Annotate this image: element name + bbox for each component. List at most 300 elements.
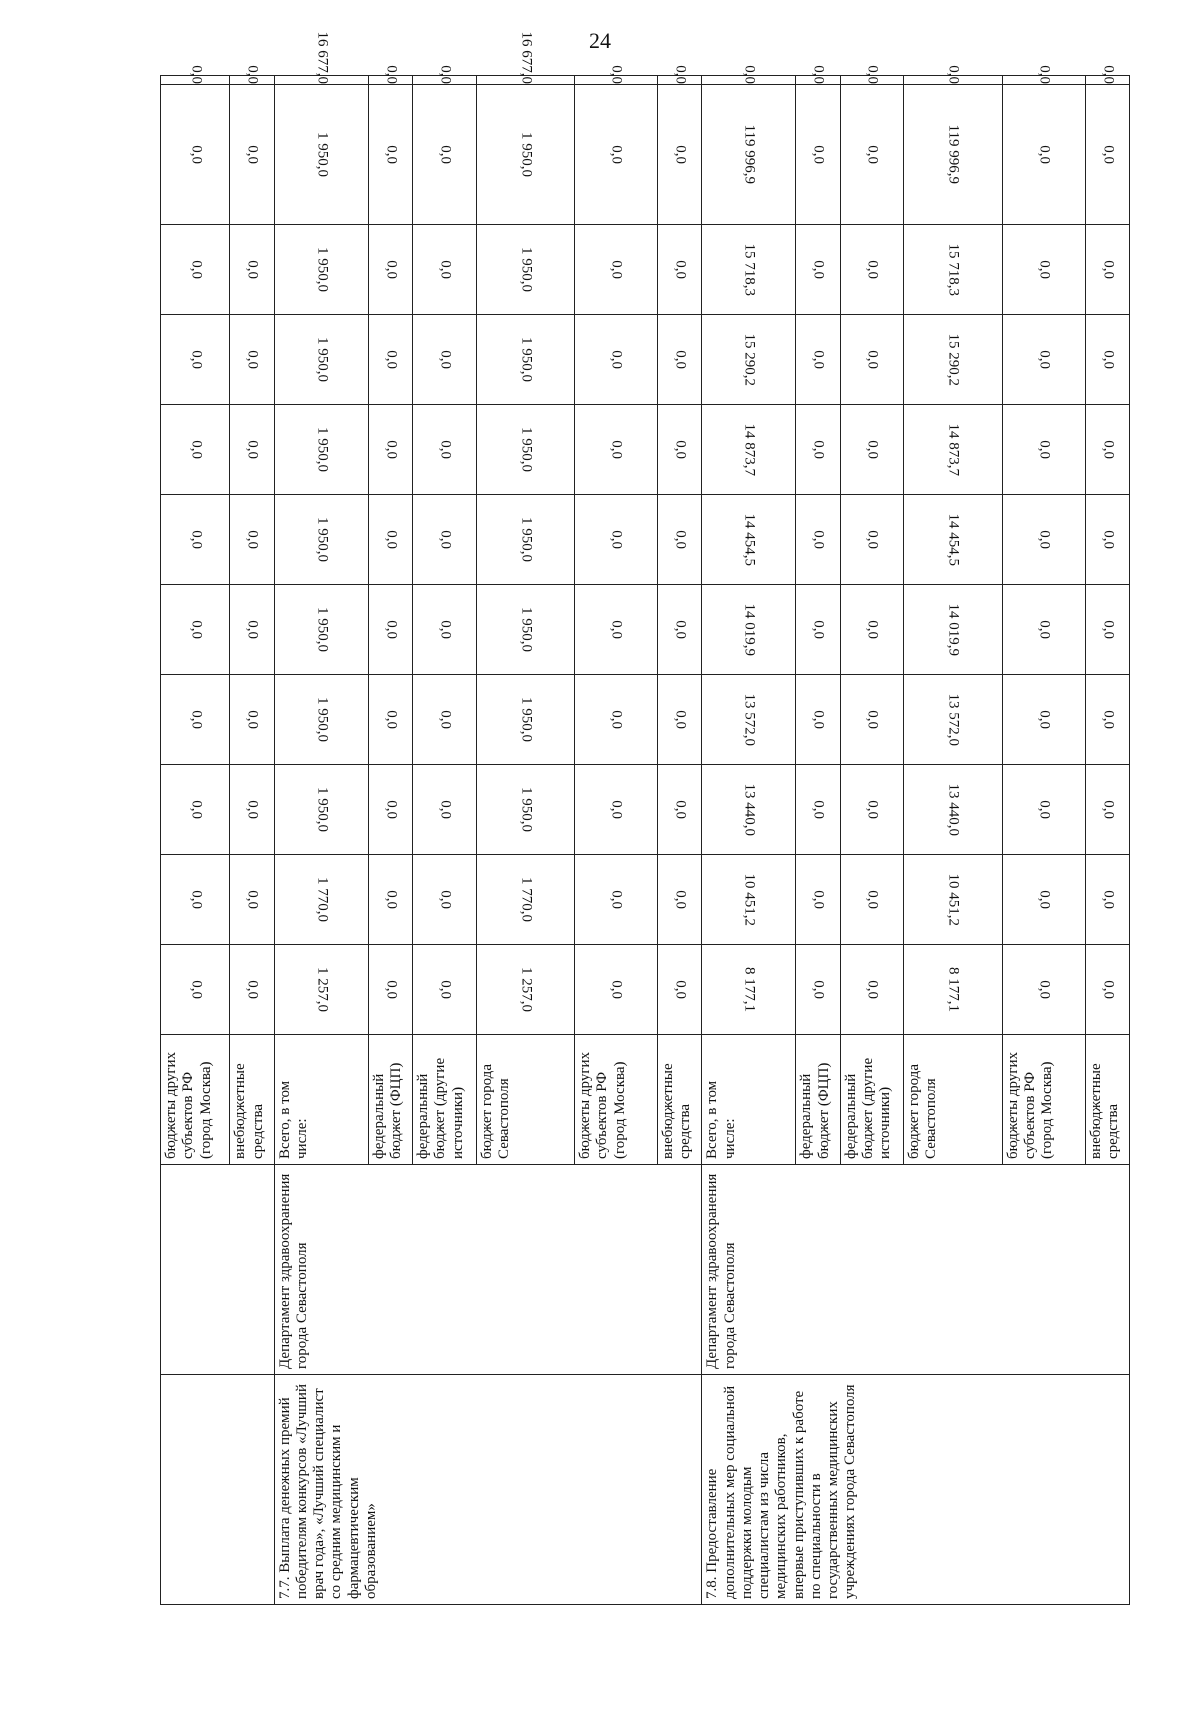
- value-text: 0,0: [1099, 440, 1116, 459]
- value-cell: [476, 225, 575, 315]
- value-cell: [1085, 225, 1129, 315]
- value-cell: [476, 855, 575, 945]
- value-text: 0,0: [244, 710, 261, 729]
- value-text: 0,0: [187, 620, 204, 639]
- funding-source-cell: бюджет города Севастополя: [904, 1035, 1003, 1165]
- value-cell: [1002, 405, 1085, 495]
- value-cell: [476, 765, 575, 855]
- value-text: 0,0: [672, 980, 689, 999]
- value-cell: [230, 405, 274, 495]
- value-cell: [413, 315, 477, 405]
- value-text: 0,0: [864, 980, 881, 999]
- value-cell: [1085, 945, 1129, 1035]
- value-cell: [161, 495, 230, 585]
- value-cell: [1002, 675, 1085, 765]
- total-text: 0,0: [244, 65, 261, 84]
- value-text: 0,0: [810, 530, 827, 549]
- value-text: 1 950,0: [313, 517, 330, 562]
- value-cell: [368, 85, 412, 225]
- executor-cell: Департамент здравоохранения города Севастополя: [702, 1165, 1130, 1375]
- value-cell: [702, 405, 796, 495]
- value-text: 0,0: [187, 530, 204, 549]
- value-text: 0,0: [864, 620, 881, 639]
- value-text: 0,0: [436, 890, 453, 909]
- value-text: 10 451,2: [945, 873, 962, 926]
- value-text: 0,0: [187, 890, 204, 909]
- value-text: 0,0: [383, 350, 400, 369]
- value-text: 0,0: [1099, 530, 1116, 549]
- value-cell: [796, 225, 840, 315]
- total-text: 0,0: [741, 65, 758, 84]
- value-cell: [161, 765, 230, 855]
- value-text: 0,0: [436, 980, 453, 999]
- total-cell: [274, 31, 368, 85]
- value-text: 1 950,0: [313, 132, 330, 177]
- value-cell: [840, 945, 904, 1035]
- value-text: 13 572,0: [945, 693, 962, 746]
- value-cell: [274, 405, 368, 495]
- total-text: 0,0: [436, 65, 453, 84]
- value-text: 0,0: [810, 145, 827, 164]
- value-text: 0,0: [187, 440, 204, 459]
- value-cell: [658, 315, 702, 405]
- value-cell: [476, 945, 575, 1035]
- total-cell: [796, 65, 840, 85]
- value-text: 119 996,9: [741, 124, 758, 185]
- total-cell: [840, 65, 904, 85]
- value-text: 0,0: [864, 145, 881, 164]
- value-cell: [274, 85, 368, 225]
- value-text: 0,0: [864, 800, 881, 819]
- value-text: 0,0: [436, 530, 453, 549]
- funding-source-cell: внебюджетные средства: [1085, 1035, 1129, 1165]
- value-text: 0,0: [810, 980, 827, 999]
- value-text: 0,0: [187, 980, 204, 999]
- value-cell: [1002, 855, 1085, 945]
- total-cell: [230, 65, 274, 85]
- value-cell: [658, 945, 702, 1035]
- funding-source-cell: Всего, в том числе:: [274, 1035, 368, 1165]
- value-cell: [904, 85, 1003, 225]
- value-text: 1 950,0: [313, 607, 330, 652]
- value-text: 0,0: [436, 260, 453, 279]
- value-cell: [575, 945, 658, 1035]
- value-text: 1 770,0: [517, 877, 534, 922]
- value-text: 0,0: [244, 440, 261, 459]
- value-cell: [413, 405, 477, 495]
- value-text: 0,0: [672, 620, 689, 639]
- value-cell: [1085, 585, 1129, 675]
- value-text: 0,0: [864, 530, 881, 549]
- value-text: 0,0: [1036, 145, 1053, 164]
- value-text: 0,0: [608, 530, 625, 549]
- value-text: 13 572,0: [741, 693, 758, 746]
- value-cell: [230, 675, 274, 765]
- value-text: 15 290,2: [945, 333, 962, 386]
- value-cell: [413, 495, 477, 585]
- value-text: 0,0: [1099, 145, 1116, 164]
- value-cell: [368, 585, 412, 675]
- value-cell: [575, 315, 658, 405]
- value-text: 0,0: [608, 620, 625, 639]
- value-cell: [796, 675, 840, 765]
- value-cell: [1002, 495, 1085, 585]
- value-text: 0,0: [1036, 800, 1053, 819]
- value-text: 0,0: [810, 260, 827, 279]
- value-text: 1 950,0: [517, 787, 534, 832]
- value-cell: [796, 405, 840, 495]
- value-cell: [368, 405, 412, 495]
- value-text: 0,0: [383, 530, 400, 549]
- table-row: [702, 76, 796, 1605]
- value-text: 0,0: [436, 145, 453, 164]
- value-text: 0,0: [1036, 350, 1053, 369]
- value-text: 0,0: [1036, 260, 1053, 279]
- value-cell: [161, 225, 230, 315]
- value-cell: [796, 945, 840, 1035]
- value-text: 0,0: [187, 350, 204, 369]
- value-cell: [575, 405, 658, 495]
- value-cell: [476, 405, 575, 495]
- value-text: 0,0: [672, 440, 689, 459]
- value-cell: [702, 315, 796, 405]
- value-text: 8 177,1: [945, 967, 962, 1012]
- total-cell: [476, 31, 575, 85]
- executor-cell: [161, 1165, 275, 1375]
- total-cell: [702, 65, 796, 85]
- value-text: 14 019,9: [945, 603, 962, 656]
- value-cell: [796, 315, 840, 405]
- value-text: 0,0: [672, 260, 689, 279]
- value-cell: [1085, 855, 1129, 945]
- value-text: 119 996,9: [945, 124, 962, 185]
- value-text: 0,0: [187, 800, 204, 819]
- value-cell: [904, 585, 1003, 675]
- value-cell: [702, 495, 796, 585]
- value-cell: [575, 225, 658, 315]
- value-text: 0,0: [244, 260, 261, 279]
- value-cell: [575, 85, 658, 225]
- value-text: 0,0: [1099, 260, 1116, 279]
- value-cell: [368, 855, 412, 945]
- value-cell: [796, 855, 840, 945]
- value-text: 0,0: [1099, 620, 1116, 639]
- value-text: 0,0: [608, 260, 625, 279]
- value-text: 1 257,0: [517, 967, 534, 1012]
- value-cell: [575, 765, 658, 855]
- value-cell: [796, 765, 840, 855]
- value-cell: [161, 405, 230, 495]
- value-cell: [413, 945, 477, 1035]
- total-text: 16 677,0: [517, 31, 534, 84]
- measure-name-cell: [161, 1375, 275, 1605]
- total-text: 0,0: [672, 65, 689, 84]
- value-cell: [904, 855, 1003, 945]
- value-cell: [161, 585, 230, 675]
- value-cell: [476, 675, 575, 765]
- value-cell: [904, 765, 1003, 855]
- value-cell: [1085, 315, 1129, 405]
- value-cell: [1002, 765, 1085, 855]
- total-text: 0,0: [1099, 65, 1116, 84]
- value-text: 13 440,0: [741, 783, 758, 836]
- value-text: 1 950,0: [313, 247, 330, 292]
- total-text: 0,0: [187, 65, 204, 84]
- funding-source-cell: внебюджетные средства: [658, 1035, 702, 1165]
- value-text: 0,0: [864, 890, 881, 909]
- value-cell: [840, 585, 904, 675]
- value-cell: [413, 585, 477, 675]
- value-text: 15 718,3: [945, 243, 962, 296]
- value-cell: [1085, 495, 1129, 585]
- value-text: 0,0: [672, 530, 689, 549]
- funding-source-cell: федеральный бюджет (другие источники): [840, 1035, 904, 1165]
- value-cell: [840, 495, 904, 585]
- value-text: 0,0: [608, 800, 625, 819]
- value-cell: [796, 585, 840, 675]
- value-cell: [702, 675, 796, 765]
- funding-source-cell: внебюджетные средства: [230, 1035, 274, 1165]
- value-text: 0,0: [244, 530, 261, 549]
- value-text: 0,0: [383, 260, 400, 279]
- total-text: 0,0: [383, 65, 400, 84]
- value-cell: [904, 405, 1003, 495]
- value-cell: [368, 495, 412, 585]
- measure-name-cell: 7.7. Выплата денежных премий победителям конкурсов «Лучший врач года», «Лучший специалист со средним медицинским и фармацевтическим образованием»: [274, 1375, 702, 1605]
- value-text: 0,0: [1099, 800, 1116, 819]
- total-cell: [575, 65, 658, 85]
- value-text: 0,0: [810, 350, 827, 369]
- value-text: 0,0: [187, 710, 204, 729]
- value-text: 0,0: [244, 890, 261, 909]
- total-text: 16 677,0: [313, 31, 330, 84]
- value-text: 0,0: [608, 890, 625, 909]
- value-cell: [575, 495, 658, 585]
- value-cell: [368, 945, 412, 1035]
- value-text: 0,0: [1036, 980, 1053, 999]
- value-text: 0,0: [244, 800, 261, 819]
- value-cell: [413, 85, 477, 225]
- value-cell: [274, 675, 368, 765]
- value-cell: [230, 585, 274, 675]
- value-cell: [413, 675, 477, 765]
- value-text: 0,0: [244, 350, 261, 369]
- value-text: 0,0: [864, 710, 881, 729]
- value-cell: [368, 225, 412, 315]
- page-number: 24: [589, 28, 611, 53]
- value-cell: [904, 495, 1003, 585]
- value-cell: [702, 855, 796, 945]
- value-cell: [230, 765, 274, 855]
- total-text: 0,0: [608, 65, 625, 84]
- value-text: 0,0: [672, 710, 689, 729]
- value-text: 0,0: [672, 350, 689, 369]
- value-cell: [840, 85, 904, 225]
- measure-name-cell: 7.8. Предоставление дополнительных мер социальной поддержки молодым специалистам из числа медицинских работников, впервые приступивших к работе по специальности в государственных медицинских учреждениях города Севастополя: [702, 1375, 1130, 1605]
- value-cell: [230, 945, 274, 1035]
- value-text: 1 257,0: [313, 967, 330, 1012]
- value-text: 14 873,7: [945, 423, 962, 476]
- value-text: 1 950,0: [313, 697, 330, 742]
- value-cell: [476, 495, 575, 585]
- value-cell: [413, 855, 477, 945]
- value-text: 0,0: [383, 980, 400, 999]
- value-text: 0,0: [1099, 890, 1116, 909]
- value-cell: [274, 315, 368, 405]
- funding-source-cell: федеральный бюджет (ФЦП): [368, 1035, 412, 1165]
- value-text: 1 950,0: [313, 787, 330, 832]
- value-cell: [658, 225, 702, 315]
- total-cell: [161, 65, 230, 85]
- value-text: 0,0: [608, 350, 625, 369]
- value-text: 0,0: [608, 980, 625, 999]
- value-text: 0,0: [187, 260, 204, 279]
- funding-source-cell: федеральный бюджет (ФЦП): [796, 1035, 840, 1165]
- value-cell: [702, 945, 796, 1035]
- value-cell: [413, 225, 477, 315]
- value-text: 0,0: [1099, 980, 1116, 999]
- funding-source-cell: бюджеты других субъектов РФ (город Москва): [575, 1035, 658, 1165]
- total-cell: [368, 65, 412, 85]
- value-cell: [904, 945, 1003, 1035]
- value-cell: [368, 315, 412, 405]
- value-cell: [575, 585, 658, 675]
- value-cell: [1002, 225, 1085, 315]
- value-text: 8 177,1: [741, 967, 758, 1012]
- table-row: [161, 76, 230, 1605]
- total-text: 0,0: [810, 65, 827, 84]
- value-text: 0,0: [1036, 890, 1053, 909]
- value-cell: [658, 675, 702, 765]
- total-cell: [1085, 65, 1129, 85]
- value-text: 14 019,9: [741, 603, 758, 656]
- value-cell: [904, 225, 1003, 315]
- value-text: 1 950,0: [517, 697, 534, 742]
- value-text: 1 950,0: [517, 132, 534, 177]
- value-text: 0,0: [672, 145, 689, 164]
- value-cell: [1002, 585, 1085, 675]
- value-cell: [840, 675, 904, 765]
- value-cell: [161, 675, 230, 765]
- total-cell: [904, 65, 1003, 85]
- value-text: 0,0: [810, 890, 827, 909]
- value-cell: [230, 315, 274, 405]
- value-cell: [161, 315, 230, 405]
- funding-source-cell: федеральный бюджет (другие источники): [413, 1035, 477, 1165]
- total-cell: [413, 65, 477, 85]
- value-cell: [1085, 765, 1129, 855]
- value-cell: [1002, 315, 1085, 405]
- value-text: 0,0: [187, 145, 204, 164]
- value-text: 0,0: [383, 620, 400, 639]
- value-cell: [274, 495, 368, 585]
- value-text: 15 718,3: [741, 243, 758, 296]
- value-text: 0,0: [244, 145, 261, 164]
- value-text: 0,0: [810, 800, 827, 819]
- value-text: 1 950,0: [313, 337, 330, 382]
- value-cell: [840, 765, 904, 855]
- value-cell: [1085, 85, 1129, 225]
- total-text: 0,0: [945, 65, 962, 84]
- value-text: 0,0: [1036, 440, 1053, 459]
- table-row: [274, 76, 368, 1605]
- value-cell: [161, 85, 230, 225]
- value-cell: [1002, 85, 1085, 225]
- value-cell: [840, 855, 904, 945]
- value-text: 0,0: [864, 260, 881, 279]
- value-text: 0,0: [1036, 710, 1053, 729]
- value-text: 0,0: [608, 440, 625, 459]
- value-cell: [368, 675, 412, 765]
- value-cell: [702, 765, 796, 855]
- value-cell: [840, 405, 904, 495]
- value-cell: [840, 315, 904, 405]
- value-cell: [658, 405, 702, 495]
- value-text: 14 454,5: [741, 513, 758, 566]
- value-cell: [904, 675, 1003, 765]
- value-cell: [274, 855, 368, 945]
- value-text: 0,0: [383, 800, 400, 819]
- value-text: 0,0: [864, 350, 881, 369]
- value-cell: [230, 225, 274, 315]
- value-text: 0,0: [383, 440, 400, 459]
- value-text: 0,0: [672, 800, 689, 819]
- value-text: 0,0: [383, 710, 400, 729]
- funding-source-cell: Всего, в том числе:: [702, 1035, 796, 1165]
- value-text: 14 454,5: [945, 513, 962, 566]
- value-text: 0,0: [1099, 350, 1116, 369]
- value-cell: [230, 495, 274, 585]
- value-cell: [658, 85, 702, 225]
- value-cell: [658, 495, 702, 585]
- value-cell: [840, 225, 904, 315]
- value-cell: [1002, 945, 1085, 1035]
- value-cell: [161, 945, 230, 1035]
- value-cell: [230, 85, 274, 225]
- total-text: 0,0: [864, 65, 881, 84]
- value-text: 10 451,2: [741, 873, 758, 926]
- value-text: 15 290,2: [741, 333, 758, 386]
- value-text: 14 873,7: [741, 423, 758, 476]
- value-text: 1 950,0: [313, 427, 330, 472]
- value-text: 0,0: [383, 890, 400, 909]
- value-text: 0,0: [244, 980, 261, 999]
- value-cell: [702, 225, 796, 315]
- value-cell: [413, 765, 477, 855]
- value-text: 1 770,0: [313, 877, 330, 922]
- value-cell: [658, 855, 702, 945]
- value-cell: [796, 85, 840, 225]
- value-text: 0,0: [1036, 620, 1053, 639]
- value-cell: [575, 855, 658, 945]
- funding-source-cell: бюджет города Севастополя: [476, 1035, 575, 1165]
- value-cell: [658, 585, 702, 675]
- value-cell: [796, 495, 840, 585]
- value-text: 0,0: [864, 440, 881, 459]
- value-cell: [476, 315, 575, 405]
- value-text: 0,0: [436, 350, 453, 369]
- value-text: 0,0: [436, 440, 453, 459]
- value-text: 1 950,0: [517, 517, 534, 562]
- total-cell: [1002, 65, 1085, 85]
- value-text: 0,0: [608, 710, 625, 729]
- value-text: 0,0: [436, 620, 453, 639]
- value-text: 0,0: [810, 620, 827, 639]
- value-cell: [702, 585, 796, 675]
- value-cell: [575, 675, 658, 765]
- value-text: 0,0: [436, 710, 453, 729]
- value-text: 1 950,0: [517, 427, 534, 472]
